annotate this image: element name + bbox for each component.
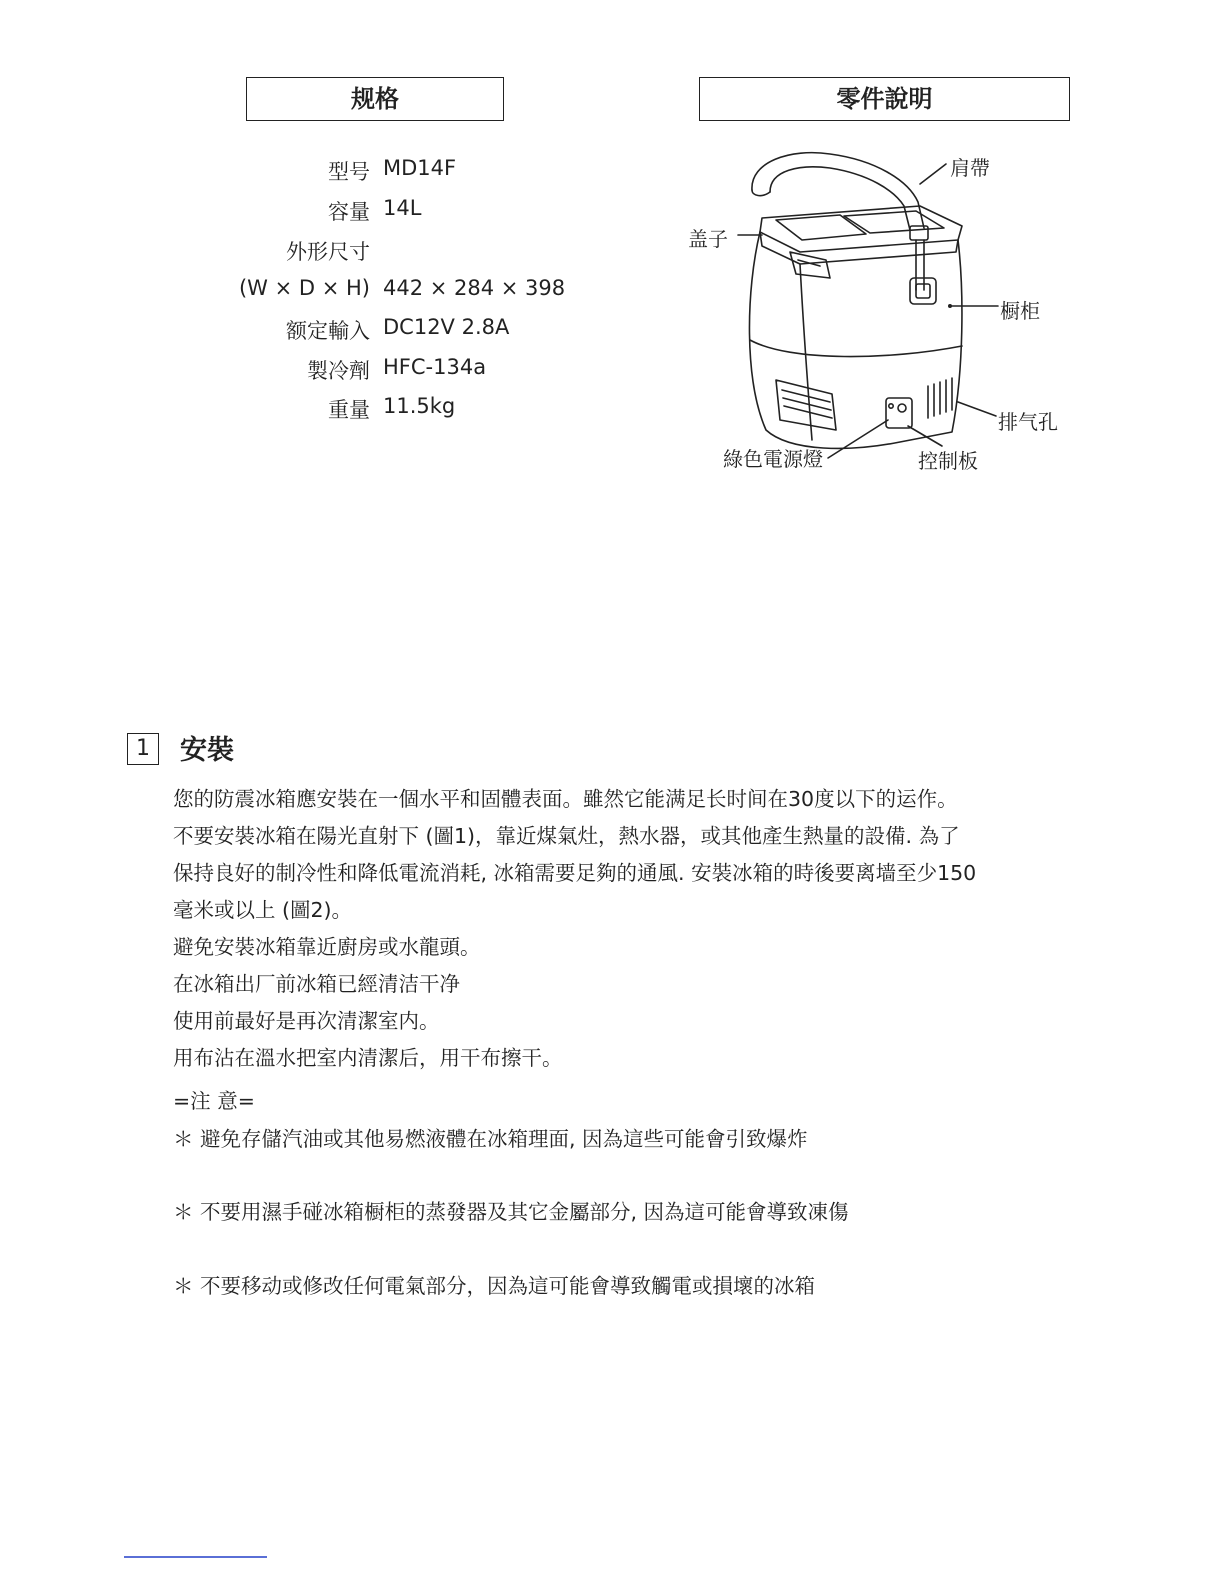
section-title: 安裝 [180,735,234,766]
paragraph-line: 不要安裝冰箱在陽光直射下 (圖1)，靠近煤氣灶，熱水器，或其他產生熱量的設備. 為了 [173,824,960,848]
section-number: 1 [127,733,159,765]
spec-label: 型号 [328,160,370,184]
part-label-power-light: 綠色電源燈 [723,447,823,471]
warning-item: ＊ 不要用濕手碰冰箱橱柜的蒸發器及其它金屬部分, 因為這可能會導致凍傷 [173,1200,849,1224]
spec-row-dimensions [200,236,620,266]
paragraph-line: 您的防震冰箱應安裝在一個水平和固體表面。雖然它能满足长时间在30度以下的运作。 [173,787,958,811]
specs-title: 规格 [246,77,504,121]
spec-label: 重量 [328,398,370,422]
paragraph-line: 毫米或以上 (圖2)。 [173,898,353,922]
spec-row-refrigerant [200,355,620,385]
paragraph-line: 使用前最好是再次清潔室内。 [173,1009,440,1033]
note-heading: =注 意= [173,1089,255,1113]
paragraph-line: 在冰箱出厂前冰箱已經清洁干净 [173,972,460,996]
spec-label: 外形尺寸 [286,240,370,264]
spec-value: DC12V 2.8A [383,315,510,339]
footer-divider [124,1556,267,1558]
spec-label: (W × D × H) [238,276,370,300]
spec-value: 442 × 284 × 398 [383,276,566,300]
spec-value: 11.5kg [383,394,456,418]
spec-label: 製冷劑 [307,359,370,383]
part-label-strap: 肩帶 [950,156,990,180]
paragraph-line: 避免安裝冰箱靠近廚房或水龍頭。 [173,935,481,959]
part-label-vent: 排气孔 [998,410,1058,434]
spec-row-model [200,156,620,186]
spec-row-wdh [200,276,620,306]
fridge-diagram [680,140,1080,480]
warning-item: ＊ 避免存儲汽油或其他易燃液體在冰箱理面, 因為這些可能會引致爆炸 [173,1127,808,1151]
spec-value: MD14F [383,156,457,180]
parts-title: 零件說明 [699,77,1070,121]
part-label-cabinet: 橱柜 [1000,299,1040,323]
spec-value: 14L [383,196,422,220]
spec-label: 容量 [328,200,370,224]
spec-row-weight [200,394,620,424]
spec-row-input [200,315,620,345]
paragraph-line: 用布沾在溫水把室内清潔后，用干布擦干。 [173,1046,563,1070]
part-label-control-panel: 控制板 [918,449,978,473]
spec-label: 额定輸入 [286,319,370,343]
spec-row-capacity [200,196,620,226]
part-label-lid: 盖子 [688,227,728,251]
spec-value: HFC-134a [383,355,487,379]
warning-item: ＊ 不要移动或修改任何電氣部分，因為這可能會導致觸電或損壞的冰箱 [173,1274,816,1298]
paragraph-line: 保持良好的制冷性和降低電流消耗, 冰箱需要足夠的通風. 安裝冰箱的時後要离墙至少150 [173,861,977,885]
